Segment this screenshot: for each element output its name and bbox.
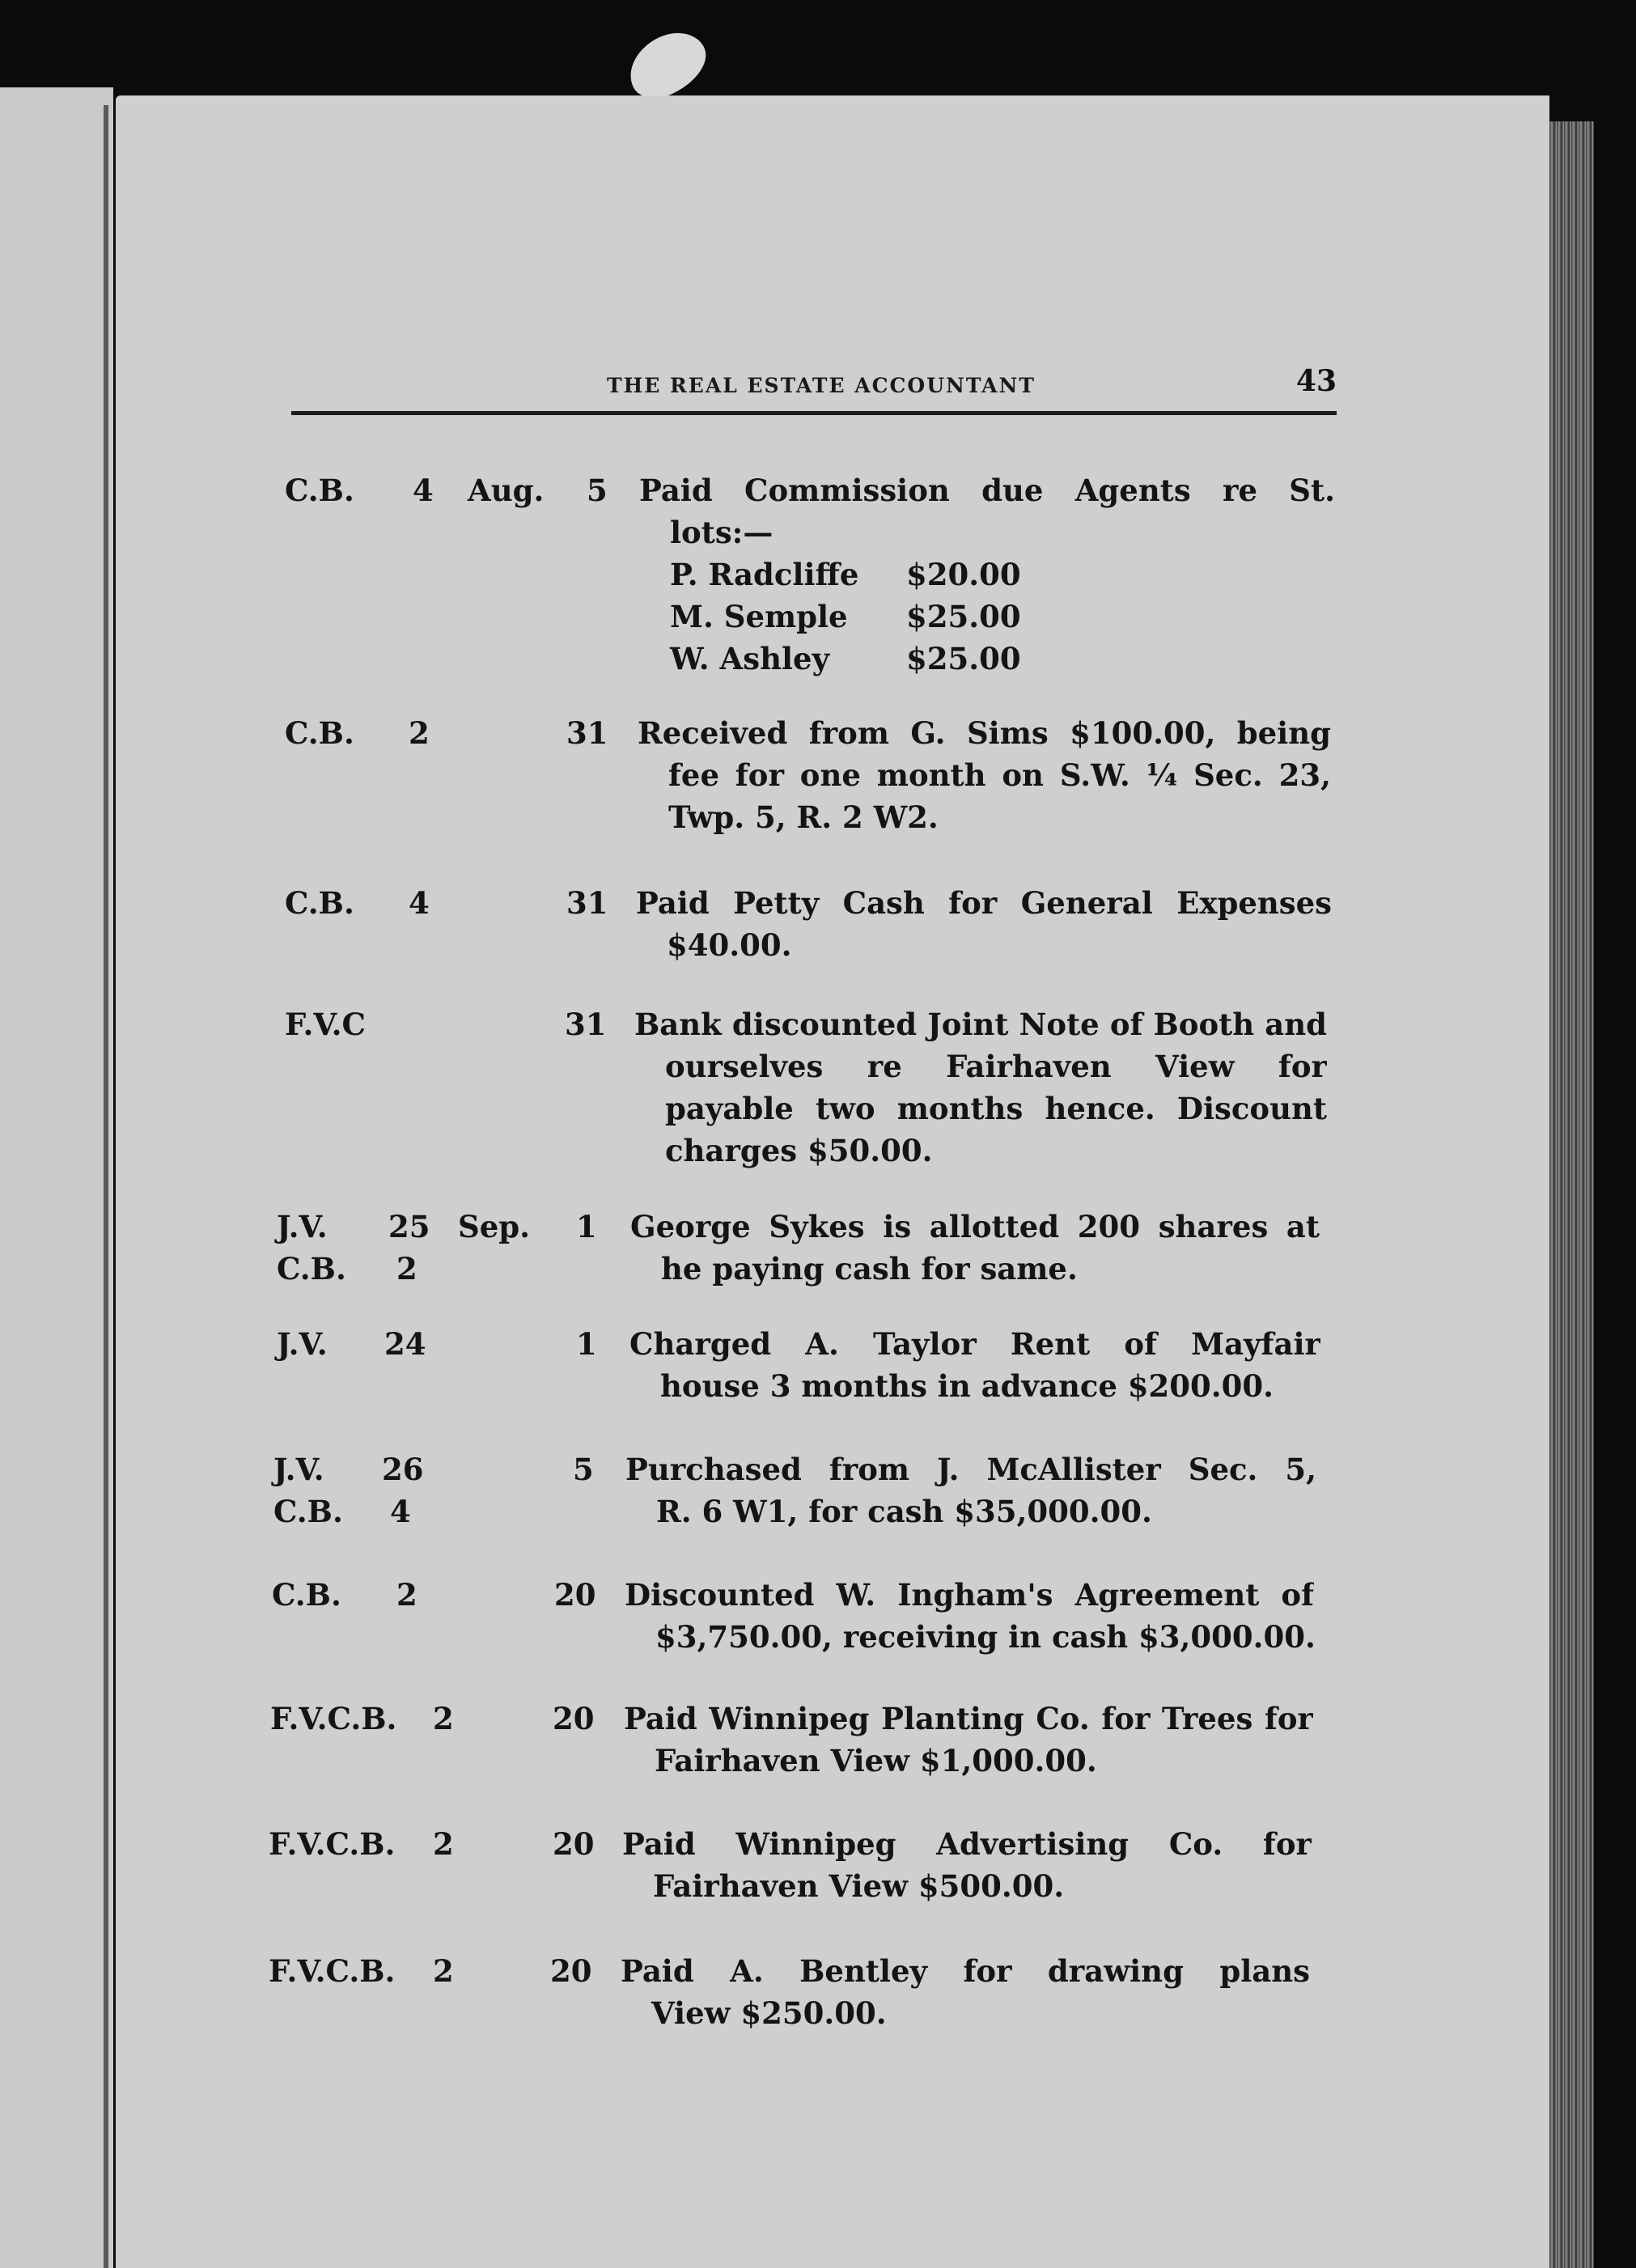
description-line: he paying cash for same. [661,1251,1078,1287]
entry-description [625,1448,1316,1532]
entry-ref: F.V.C.B. [269,1953,396,1989]
entry-description [639,469,1335,680]
entry-description [624,1698,1313,1782]
description-line: fee for one month on S.W. ¼ Sec. 23, [668,757,1331,793]
description-line: George Sykes is allotted 200 shares at [630,1209,1320,1244]
page-number: 43 [1295,364,1337,398]
description-line: Bank discounted Joint Note of Booth and [634,1007,1327,1042]
entry-day: 1 [576,1209,597,1244]
entry-day: 20 [554,1577,596,1613]
entry-day: 20 [553,1826,595,1862]
description-line: Paid Petty Cash for General Expenses [636,885,1332,921]
entry-month: Sep. [458,1209,531,1244]
description-line: Paid Winnipeg Planting Co. for Trees for [624,1701,1313,1736]
entry-ref: F.V.C [285,1007,366,1042]
entry-folio-2: 2 [396,1251,417,1287]
description-line: $40.00. [667,927,792,963]
entry-folio: 2 [409,715,430,751]
commission-amount: $20.00 [906,557,1021,592]
entry-day: 5 [587,473,608,508]
entry-ref-2: C.B. [277,1251,346,1287]
entry-folio: 26 [382,1452,424,1487]
description-line: payable two months hence. Discount [665,1091,1327,1126]
commission-line [639,596,1335,638]
description-line: Discounted W. Ingham's Agreement of [625,1577,1314,1613]
description-line: R. 6 W1, for cash $35,000.00. [656,1494,1152,1529]
entry-ref: J.V. [273,1452,324,1487]
entry-ref: J.V. [277,1209,328,1244]
entry-ref: C.B. [272,1577,341,1613]
entry-folio: 2 [396,1577,417,1613]
entry-ref: C.B. [285,885,354,921]
entry-folio-2: 4 [390,1494,411,1529]
entry-day: 1 [576,1326,597,1362]
description-line: Twp. 5, R. 2 W2. [668,799,939,835]
entry-folio: 25 [388,1209,430,1244]
entry-day: 20 [553,1701,595,1736]
description-line: ourselves re Fairhaven View for [665,1049,1327,1084]
entry-month: Aug. [468,473,545,508]
description-line: house 3 months in advance $200.00. [660,1368,1274,1404]
entry-ref: F.V.C.B. [270,1701,397,1736]
description-line: $3,750.00, receiving in cash $3,000.00. [655,1619,1316,1655]
entry-description [638,712,1331,838]
entry-day: 31 [566,885,608,921]
entry-description [629,1323,1320,1407]
running-title: THE REAL ESTATE ACCOUNTANT [607,374,1036,397]
description-line: Fairhaven View $500.00. [653,1868,1065,1904]
entry-folio: 2 [433,1826,454,1862]
description-line: Charged A. Taylor Rent of Mayfair [629,1326,1320,1362]
commission-line [639,553,1335,596]
description-line: Paid A. Bentley for drawing plans [621,1953,1310,1989]
entry-description [634,1003,1327,1172]
commission-amount: $25.00 [906,641,1021,676]
description-line: Received from G. Sims $100.00, being [638,715,1331,751]
entry-ref-2: C.B. [273,1494,343,1529]
description-line: Fairhaven View $1,000.00. [655,1743,1097,1778]
commission-amount: $25.00 [906,599,1021,634]
entry-folio: 24 [384,1326,426,1362]
description-line: Paid Commission due Agents re St. [639,473,1335,508]
entry-ref: F.V.C.B. [269,1826,396,1862]
entry-description [622,1823,1312,1907]
entry-folio: 4 [409,885,430,921]
entry-description [621,1950,1310,2034]
entry-ref: J.V. [277,1326,328,1362]
entry-ref: C.B. [285,715,354,751]
description-line: Paid Winnipeg Advertising Co. for [622,1826,1312,1862]
agent-name: M. Semple [670,599,848,634]
entry-folio: 2 [433,1953,454,1989]
commission-line [639,638,1335,680]
agent-name: P. Radcliffe [670,557,859,592]
entry-day: 5 [573,1452,594,1487]
entry-folio: 2 [433,1701,454,1736]
entry-day: 31 [566,715,608,751]
entry-day: 20 [550,1953,592,1989]
entry-description [625,1574,1314,1658]
description-line: charges $50.00. [665,1133,933,1168]
agent-name: W. Ashley [670,641,830,676]
entry-day: 31 [565,1007,607,1042]
description-line: lots:— [670,515,773,550]
description-line: Purchased from J. McAllister Sec. 5, [625,1452,1316,1487]
description-line: View $250.00. [651,1995,887,2031]
entry-ref: C.B. [285,473,354,508]
entry-description [630,1206,1320,1290]
entry-description [636,882,1332,966]
entry-folio: 4 [413,473,434,508]
